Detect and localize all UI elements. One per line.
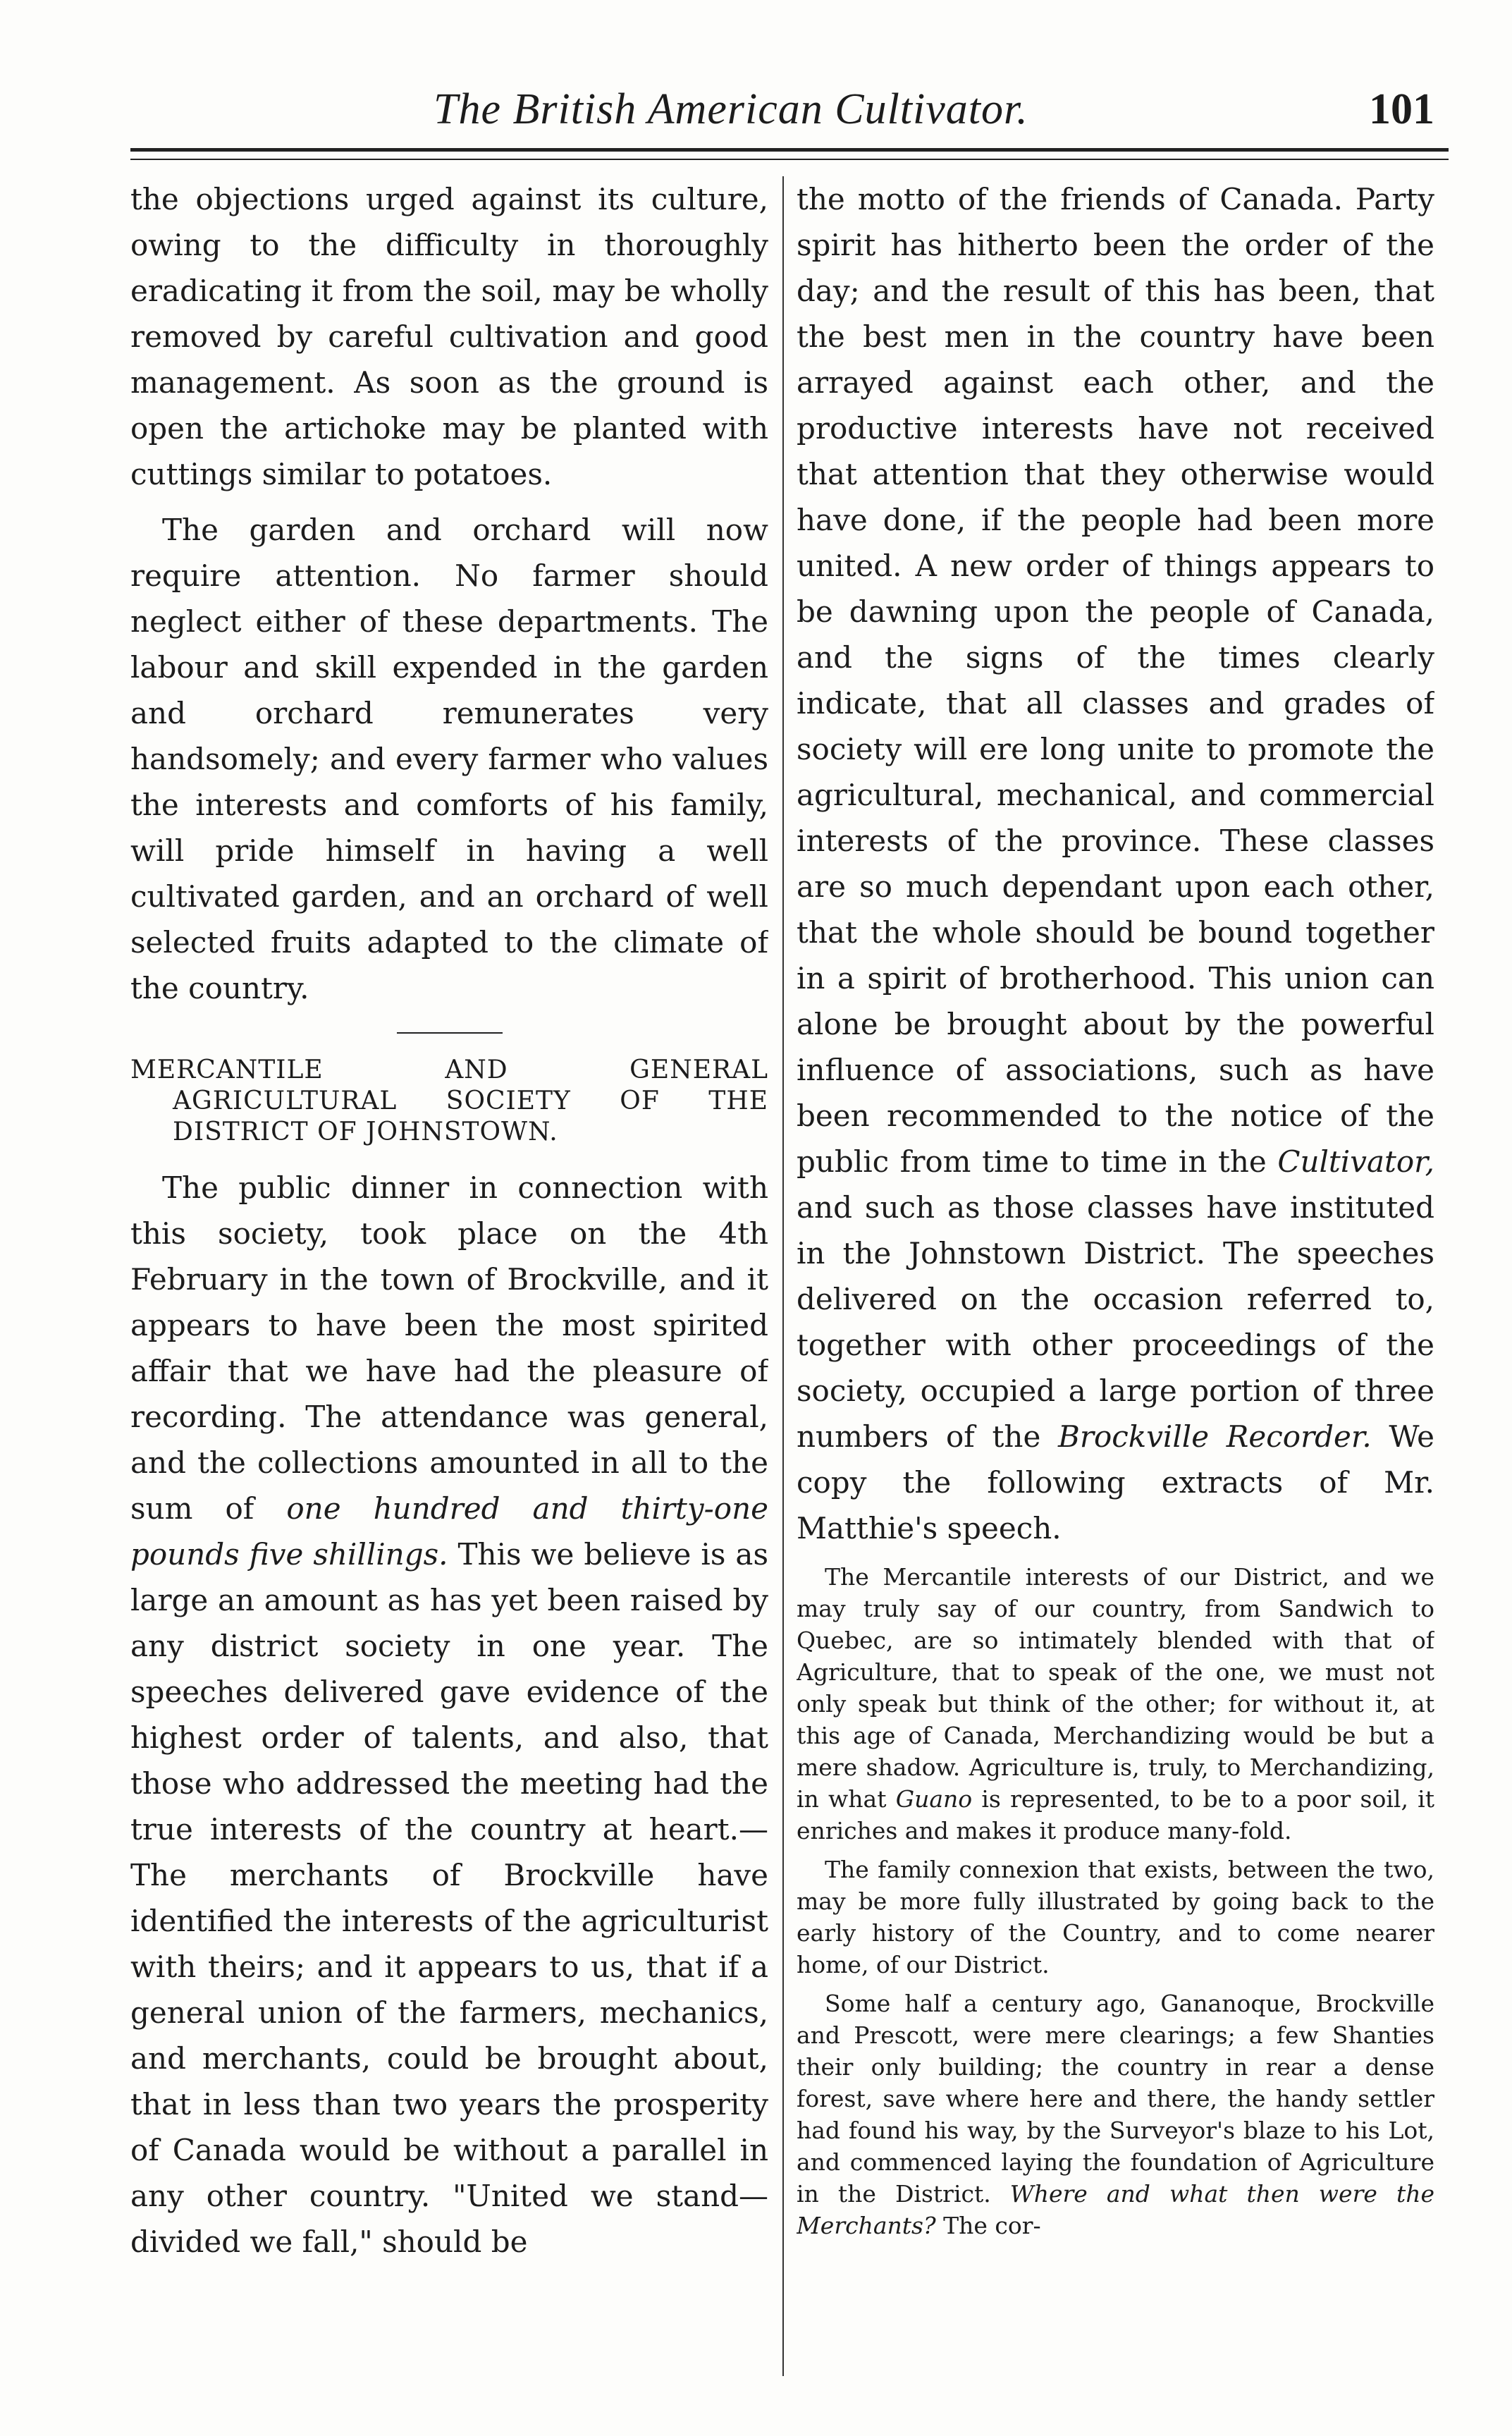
article-heading-text: MERCANTILE AND GENERAL AGRICULTURAL SOCIETY OF THE DISTRICT OF JOHNSTOWN. — [130, 1055, 768, 1146]
header-rule-thick — [130, 148, 1449, 152]
article-heading — [130, 1055, 768, 1148]
page-number: 101 — [1369, 85, 1434, 133]
left-column — [130, 176, 768, 2376]
paragraph-public-dinner-part-b: This we believe is as large an amount as has yet been raised by any district society in one year. The speeches delivered gave evidence of the highest order of talents, and also, that those who addressed the meeting had the true interests of the country at heart.—The merchants of Brockville have identified the interests of the agriculturist with theirs; and it appears to us, that if a general union of the farmers, mechanics, and merchants, could be brought about, that in less than two years the prosperity of Canada would be without a parallel in any other country. "United we stand—divided we fall," should be — [130, 1537, 768, 2259]
right-column — [797, 176, 1434, 2376]
paragraph-artichoke: the objections urged against its culture, owing to the difficulty in thoroughly eradicating it from the soil, may be wholly removed by careful cultivation and good management. As soon as the ground is open the artichoke may be planted with cuttings similar to potatoes. — [130, 182, 768, 491]
column-divider — [782, 176, 784, 2376]
paragraph-public-dinner — [130, 1165, 768, 2265]
quote-half-century-question: Where and what then were the Merchants? — [797, 2180, 1434, 2239]
header-rule-thin — [130, 159, 1449, 160]
quote-half-century-part-b: The cor- — [935, 2212, 1041, 2239]
quote-mercantile-part-b: is represented, to be to a poor soil, it enriches and makes it produce many-fold. — [797, 1785, 1434, 1844]
paragraph-motto-cultivator: Cultivator, — [1277, 1144, 1434, 1179]
paragraph-motto-part-a: the motto of the friends of Canada. Party spirit has hitherto been the order of the day; and the result of this has been, that the best men in the country have been arrayed against each other, and the productive interests have not received that attention that they otherwise would have done, if the people had been more united. A new order of things appears to be dawning upon the people of Canada, and the signs of the times clearly indicate, that all classes and grades of society will ere long unite to promote the agricultural, mechanical, and commercial interests of the province. These classes are so much dependant upon each other, that the whole should be bound together in a spirit of brotherhood. This union can alone be brought about by the powerful influence of associations, such as have been recommended to the notice of the public from time to time in the — [797, 182, 1434, 1179]
paragraph-garden-orchard: The garden and orchard will now require attention. No farmer should neglect either of these departments. The labour and skill expended in the garden and orchard remunerates very handsomely; and every farmer who values the interests and comforts of his family, will pride himself in having a well cultivated garden, and an orchard of well selected fruits adapted to the climate of the country. — [130, 513, 768, 1005]
section-separator — [397, 1032, 503, 1034]
paragraph-motto-recorder: Brockville Recorder. — [1058, 1419, 1372, 1454]
page-header — [130, 78, 1449, 155]
quote-mercantile-guano: Guano — [895, 1785, 973, 1813]
quote-family-connexion: The family connexion that exists, between the two, may be more fully illustrated by going back to the early history of the Country, and to come nearer home, of our District. — [797, 1856, 1434, 1978]
paragraph-motto — [797, 176, 1434, 1551]
running-title: The British American Cultivator. — [434, 85, 1028, 133]
two-column-body — [130, 176, 1449, 2376]
paragraph-public-dinner-part-a: The public dinner in connection with this society, took place on the 4th February in the town of Brockville, and it appears to have been the most spirited affair that we have had the pleasure of recording. The attendance was general, and the collections amounted in all to the sum of — [130, 1170, 768, 1526]
quote-mercantile-part-a: The Mercantile interests of our District, and we may truly say of our country, from Sandwich to Quebec, are so intimately blended with that of Agriculture, that to speak of the one, we must not only speak but think of the other; for without it, at this age of Canada, Merchandizing would be but a mere shadow. Agriculture is, truly, to Merchandizing, in what — [797, 1563, 1434, 1813]
quote-half-century — [797, 1988, 1434, 2241]
paragraph-public-dinner-amount: one hundred and thirty-one pounds five shillings. — [130, 1491, 768, 1572]
paragraph-motto-part-c: We copy the following extracts of Mr. Matthie's speech. — [797, 1419, 1434, 1546]
quote-mercantile-interests — [797, 1561, 1434, 1847]
quote-half-century-part-a: Some half a century ago, Gananoque, Brockville and Prescott, were mere clearings; a few Shanties their only building; the country in rear a dense forest, save where here and there, the handy settler had found his way, by the Surveyor's blaze to his Lot, and commenced laying the foundation of Agriculture in the District. — [797, 1990, 1434, 2208]
document-page — [130, 78, 1449, 2376]
paragraph-motto-part-b: and such as those classes have instituted in the Johnstown District. The speeches delivered on the occasion referred to, together with other proceedings of the society, occupied a large portion of three numbers of the — [797, 1190, 1434, 1454]
